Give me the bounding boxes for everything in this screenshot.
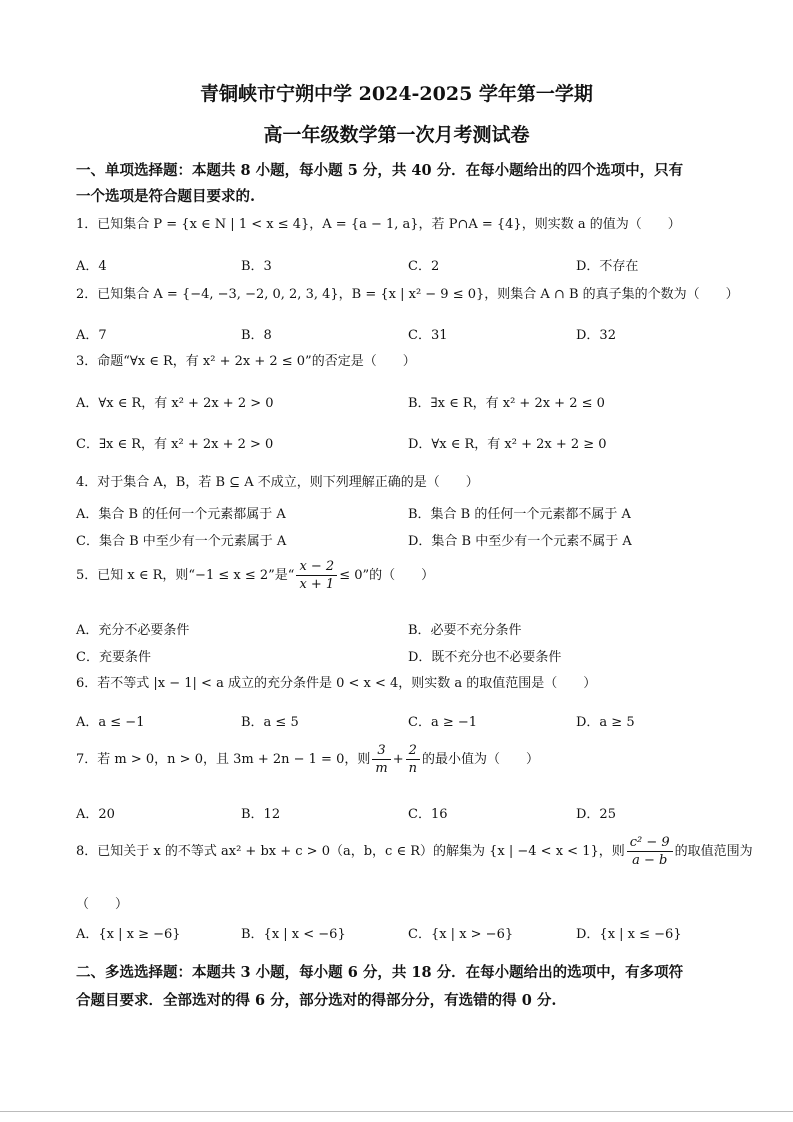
q7-option-a[interactable]: A．20: [76, 807, 115, 822]
section1-instructions-line2: 一个选项是符合题目要求的.: [76, 188, 256, 205]
q8-stem-post: 的取值范围为: [674, 844, 753, 859]
q5-option-a[interactable]: A．充分不必要条件: [76, 623, 190, 638]
q5-fraction-numerator: x − 2: [296, 558, 337, 576]
q2-option-c[interactable]: C．31: [408, 328, 448, 343]
q8-fraction-numerator: c² − 9: [627, 834, 673, 852]
question-2-stem: 2．已知集合 A = {−4, −3, −2, 0, 2, 3, 4}，B = {x | x² − 9 ≤ 0}，则集合 A ∩ B 的真子集的个数为（ ）: [76, 287, 739, 302]
q8-fraction: [627, 834, 673, 869]
q5-stem-post: ≤ 0”的（ ）: [339, 568, 435, 583]
q3-option-a[interactable]: A．∀x ∈ R，有 x² + 2x + 2 > 0: [76, 396, 274, 411]
q7-option-b[interactable]: B．12: [241, 807, 281, 822]
q3-option-c[interactable]: C．∃x ∈ R，有 x² + 2x + 2 > 0: [76, 437, 274, 452]
q2-option-a[interactable]: A．7: [76, 328, 107, 343]
q3-option-b[interactable]: B．∃x ∈ R，有 x² + 2x + 2 ≤ 0: [408, 396, 605, 411]
question-7-stem: [76, 742, 539, 777]
exam-school-title: 青铜峡市宁朔中学 2024-2025 学年第一学期: [200, 83, 593, 105]
q4-option-d[interactable]: D．集合 B 中至少有一个元素不属于 A: [408, 534, 632, 549]
exam-paper-title: 高一年级数学第一次月考测试卷: [263, 124, 530, 146]
q8-option-a[interactable]: A．{x | x ≥ −6}: [76, 927, 181, 942]
q7-fraction-1-numerator: 3: [372, 742, 390, 760]
section1-instructions-line1: 一、单项选择题：本题共 8 小题，每小题 5 分，共 40 分．在每小题给出的四个选项中，只有: [76, 162, 684, 179]
q7-option-c[interactable]: C．16: [408, 807, 448, 822]
q5-stem-pre: 5．已知 x ∈ R，则“−1 ≤ x ≤ 2”是“: [76, 568, 295, 583]
q5-option-c[interactable]: C．充要条件: [76, 650, 151, 665]
q3-option-d[interactable]: D．∀x ∈ R，有 x² + 2x + 2 ≥ 0: [408, 437, 607, 452]
q6-option-c[interactable]: C．a ≥ −1: [408, 715, 478, 730]
q8-answer-blank: （ ）: [76, 897, 129, 912]
q1-option-b[interactable]: B．3: [241, 259, 272, 274]
q8-option-c[interactable]: C．{x | x > −6}: [408, 927, 514, 942]
question-5-stem: [76, 558, 434, 593]
q1-option-c[interactable]: C．2: [408, 259, 440, 274]
q4-option-a[interactable]: A．集合 B 的任何一个元素都属于 A: [76, 507, 286, 522]
q6-option-a[interactable]: A．a ≤ −1: [76, 715, 145, 730]
q7-stem-pre: 7．若 m > 0，n > 0，且 3m + 2n − 1 = 0，则: [76, 752, 371, 767]
q2-option-d[interactable]: D．32: [576, 328, 616, 343]
q7-fraction-1-denominator: m: [375, 761, 388, 776]
q6-option-b[interactable]: B．a ≤ 5: [241, 715, 299, 730]
q7-fraction-2: [406, 742, 420, 777]
q7-plus: +: [392, 752, 404, 767]
q5-option-d[interactable]: D．既不充分也不必要条件: [408, 650, 562, 665]
q7-fraction-2-denominator: n: [408, 761, 417, 776]
question-1-stem: 1．已知集合 P = {x ∈ N | 1 < x ≤ 4}，A = {a − 1, a}，若 P∩A = {4}，则实数 a 的值为（ ）: [76, 217, 681, 232]
q8-stem-pre: 8．已知关于 x 的不等式 ax² + bx + c > 0（a，b，c ∈ R）的解集为 {x | −4 < x < 1}，则: [76, 844, 625, 859]
q8-fraction-denominator: a − b: [632, 853, 668, 868]
q5-fraction-denominator: x + 1: [299, 577, 335, 592]
section2-instructions-line1: 二、多选选择题：本题共 3 小题，每小题 6 分，共 18 分．在每小题给出的选项中，有多项符: [76, 964, 684, 981]
q4-option-c[interactable]: C．集合 B 中至少有一个元素属于 A: [76, 534, 287, 549]
q1-option-d[interactable]: D．不存在: [576, 259, 639, 274]
section2-instructions-line2: 合题目要求．全部选对的得 6 分，部分选对的得部分分，有选错的得 0 分.: [76, 992, 557, 1009]
q2-option-b[interactable]: B．8: [241, 328, 272, 343]
page-bottom-divider: [0, 1111, 793, 1112]
q7-fraction-2-numerator: 2: [406, 742, 420, 760]
q5-option-b[interactable]: B．必要不充分条件: [408, 623, 522, 638]
q7-fraction-1: [372, 742, 390, 777]
q5-fraction: [296, 558, 337, 593]
question-8-stem: [76, 834, 753, 869]
q4-option-b[interactable]: B．集合 B 的任何一个元素都不属于 A: [408, 507, 631, 522]
q8-option-b[interactable]: B．{x | x < −6}: [241, 927, 346, 942]
q1-option-a[interactable]: A．4: [76, 259, 107, 274]
question-6-stem: 6．若不等式 |x − 1| < a 成立的充分条件是 0 < x < 4，则实数 a 的取值范围是（ ）: [76, 676, 597, 691]
q7-stem-post: 的最小值为（ ）: [421, 752, 539, 767]
q6-option-d[interactable]: D．a ≥ 5: [576, 715, 635, 730]
question-3-stem: 3．命题“∀x ∈ R，有 x² + 2x + 2 ≤ 0”的否定是（ ）: [76, 354, 416, 369]
question-4-stem: 4．对于集合 A，B，若 B ⊆ A 不成立，则下列理解正确的是（ ）: [76, 475, 479, 490]
q7-option-d[interactable]: D．25: [576, 807, 616, 822]
q8-option-d[interactable]: D．{x | x ≤ −6}: [576, 927, 682, 942]
